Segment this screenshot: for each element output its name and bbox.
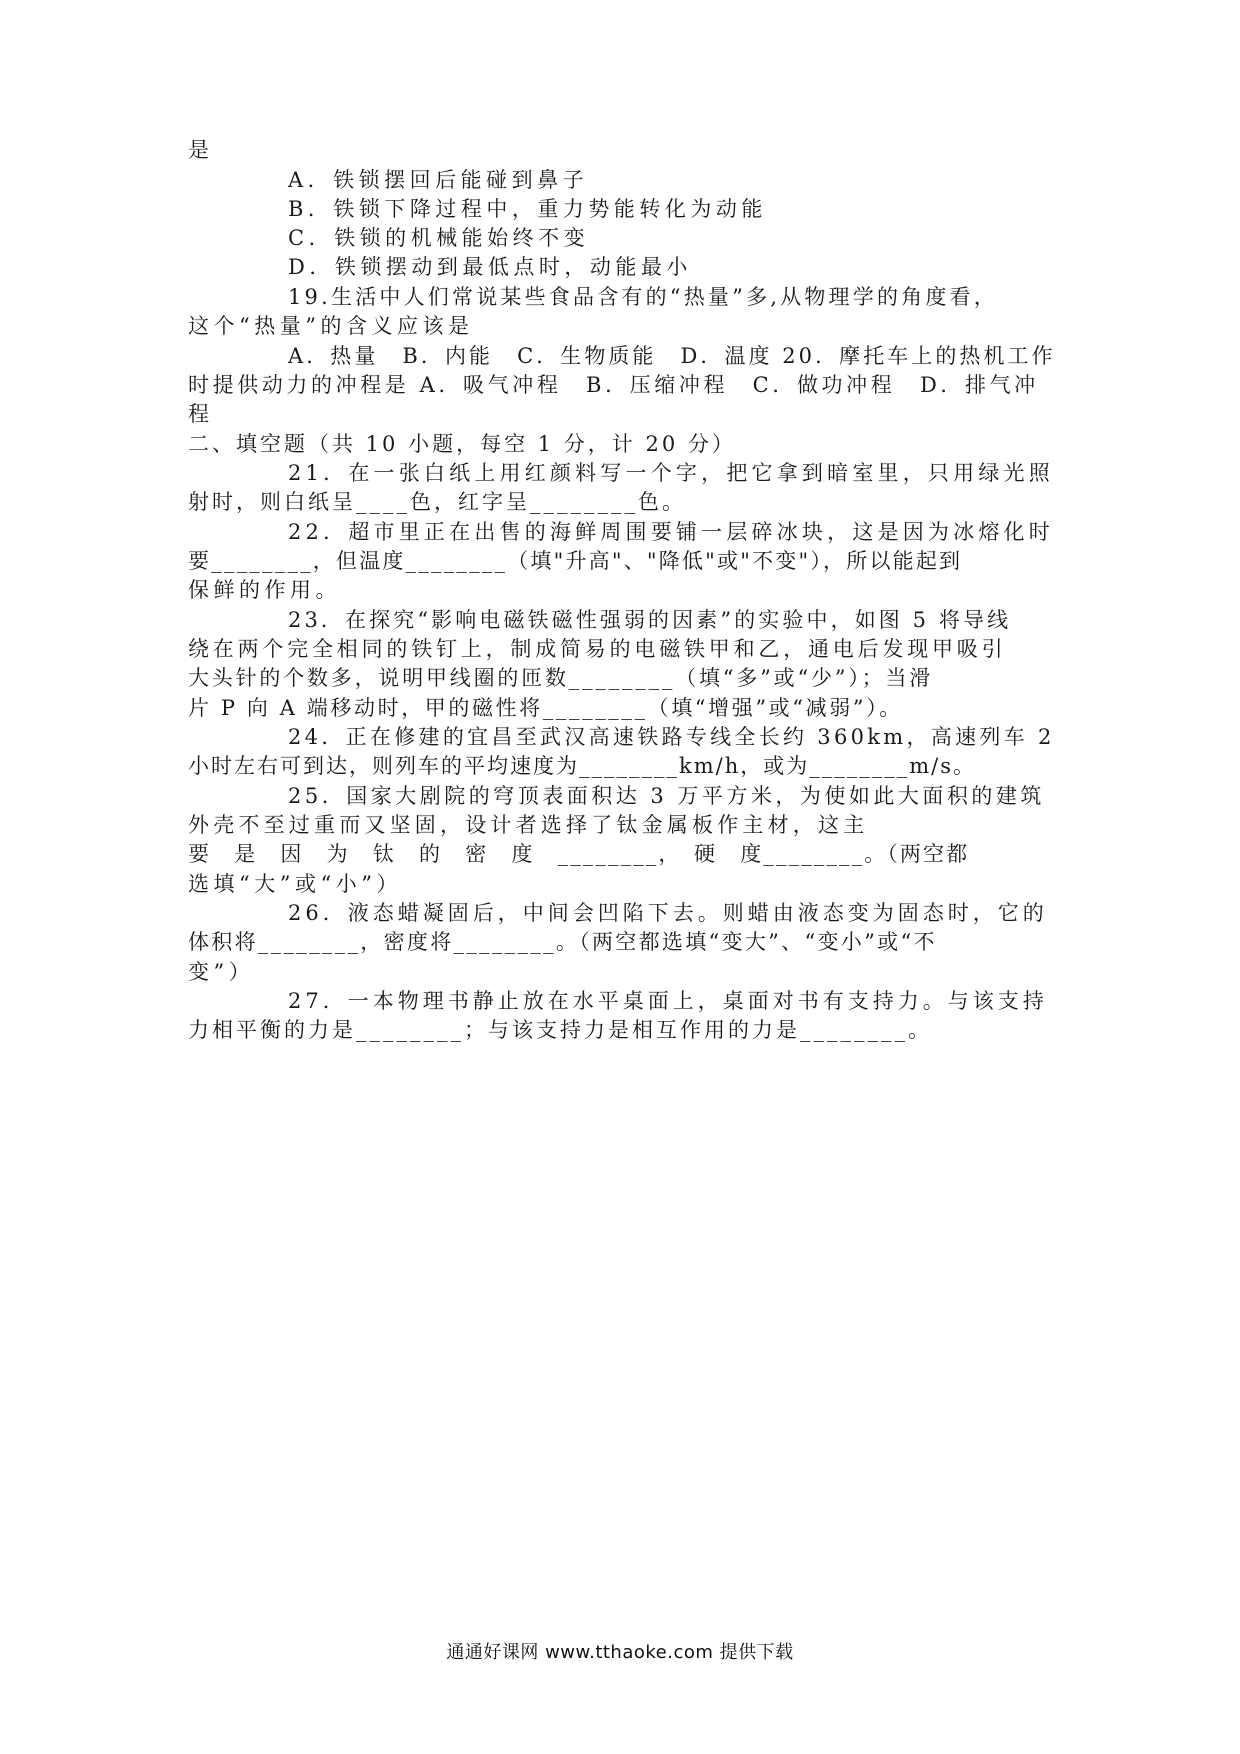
option-a: A．铁锁摆回后能碰到鼻子: [288, 168, 589, 192]
text-line: 时提供动力的冲程是 A．吸气冲程 B．压缩冲程 C．做功冲程 D．排气冲: [188, 373, 1039, 397]
text-line: 程: [188, 402, 214, 426]
text-line: 要________，但温度________（填"升高"、"降低"或"不变"），所以能起到: [188, 549, 963, 573]
text-line: 保鲜的作用。: [188, 578, 341, 602]
text-line: 变”）: [188, 960, 255, 984]
options-19-question-20: A．热量 B．内能 C．生物质能 D．温度 20．摩托车上的热机工作: [288, 344, 1056, 368]
text-line: 体积将________，密度将________。（两空都选填“变大”、“变小”或“不: [188, 930, 937, 954]
question-22: 22．超市里正在出售的海鲜周围要铺一层碎冰块，这是因为冰熔化时: [288, 520, 1054, 544]
option-c: C．铁锁的机械能始终不变: [288, 226, 590, 250]
text-line: 小时左右可到达，则列车的平均速度为________km/h，或为________m/s。: [188, 754, 977, 778]
option-b: B．铁锁下降过程中，重力势能转化为动能: [288, 197, 767, 221]
text-line: 这个“热量”的含义应该是: [188, 314, 474, 338]
question-21: 21．在一张白纸上用红颜料写一个字，把它拿到暗室里，只用绿光照: [288, 461, 1054, 485]
question-23: 23．在探究“影响电磁铁磁性强弱的因素”的实验中，如图 5 将导线: [288, 608, 1012, 632]
text-line: 绕在两个完全相同的铁钉上，制成简易的电磁铁甲和乙，通电后发现甲吸引: [188, 637, 1007, 661]
text-line: 力相平衡的力是________；与该支持力是相互作用的力是________。: [188, 1018, 932, 1042]
text-line: 选填“大”或“小”）: [188, 872, 402, 896]
question-26: 26．液态蜡凝固后，中间会凹陷下去。则蜡由液态变为固态时，它的: [288, 901, 1048, 925]
question-19: 19.生活中人们常说某些食品含有的“热量”多,从物理学的角度看，: [288, 285, 998, 309]
footer-watermark: 通通好课网 www.tthaoke.com 提供下载: [446, 1642, 794, 1663]
text-line: 片 P 向 A 端移动时，甲的磁性将________（填“增强”或“减弱”）。: [188, 696, 903, 720]
section-heading: 二、填空题（共 10 小题，每空 1 分，计 20 分）: [188, 432, 736, 456]
question-24: 24．正在修建的宜昌至武汉高速铁路专线全长约 360km，高速列车 2: [288, 725, 1055, 749]
text-line: 是: [188, 138, 214, 162]
question-25: 25．国家大剧院的穹顶表面积达 3 万平方米，为使如此大面积的建筑: [288, 784, 1045, 808]
text-line: 要 是 因 为 钛 的 密 度 ________， 硬 度________。（两空都: [188, 842, 970, 866]
text-line: 大头针的个数多，说明甲线圈的匝数________（填“多”或“少”）；当滑: [188, 666, 934, 690]
question-27: 27．一本物理书静止放在水平桌面上，桌面对书有支持力。与该支持: [288, 989, 1048, 1013]
option-d: D．铁锁摆动到最低点时，动能最小: [288, 255, 692, 279]
text-line: 射时，则白纸呈____色，红字呈________色。: [188, 490, 686, 514]
text-line: 外壳不至过重而又坚固，设计者选择了钛金属板作主材，这主: [188, 813, 869, 837]
